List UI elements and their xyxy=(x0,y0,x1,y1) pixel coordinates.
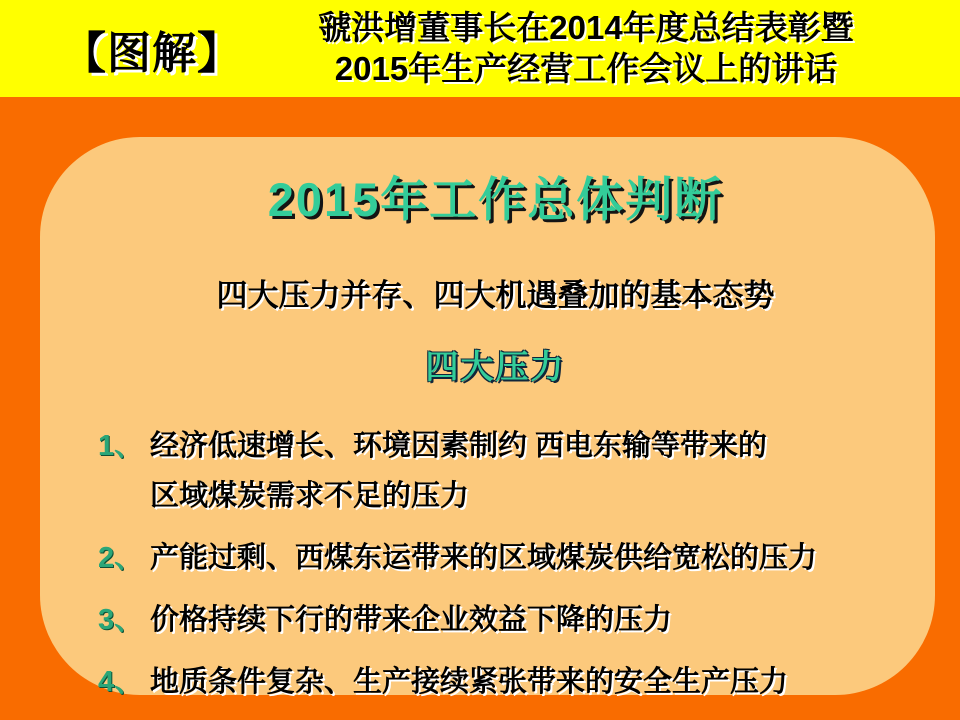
section-heading-four-pressures: 四大压力 xyxy=(425,348,566,385)
list-item-number: 4、 xyxy=(98,665,144,698)
slide-subtitle: 四大压力并存、四大机遇叠加的基本态势 xyxy=(216,278,775,313)
banner-title xyxy=(242,8,960,89)
list-item-text: 价格持续下行的带来企业效益下降的压力 xyxy=(150,603,673,636)
list-item-text xyxy=(150,422,767,522)
list-item xyxy=(98,534,893,584)
list-item xyxy=(98,596,893,646)
list-item-number: 3、 xyxy=(98,603,144,636)
banner-title-line2: 2015年生产经营工作会议上的讲话 xyxy=(334,49,838,87)
list-item-text: 产能过剩、西煤东运带来的区域煤炭供给宽松的压力 xyxy=(150,541,818,574)
pressure-list xyxy=(98,422,893,707)
list-item xyxy=(98,422,893,522)
top-banner xyxy=(0,0,960,97)
list-item xyxy=(98,658,893,708)
banner-title-line1: 虢洪增董事长在2014年度总结表彰暨 xyxy=(318,9,854,47)
content-card xyxy=(40,137,935,698)
list-item-text: 地质条件复杂、生产接续紧张带来的安全生产压力 xyxy=(150,665,789,698)
list-item-line: 区域煤炭需求不足的压力 xyxy=(150,479,470,512)
list-item-line: 经济低速增长、环境因素制约 西电东输等带来的 xyxy=(150,430,768,462)
list-item-number: 2、 xyxy=(98,541,144,574)
banner-tag-tujie: 【图解】 xyxy=(62,28,242,78)
slide-title: 2015年工作总体判断 xyxy=(267,173,724,226)
slide-body xyxy=(0,97,960,720)
list-item-number: 1、 xyxy=(98,430,144,462)
